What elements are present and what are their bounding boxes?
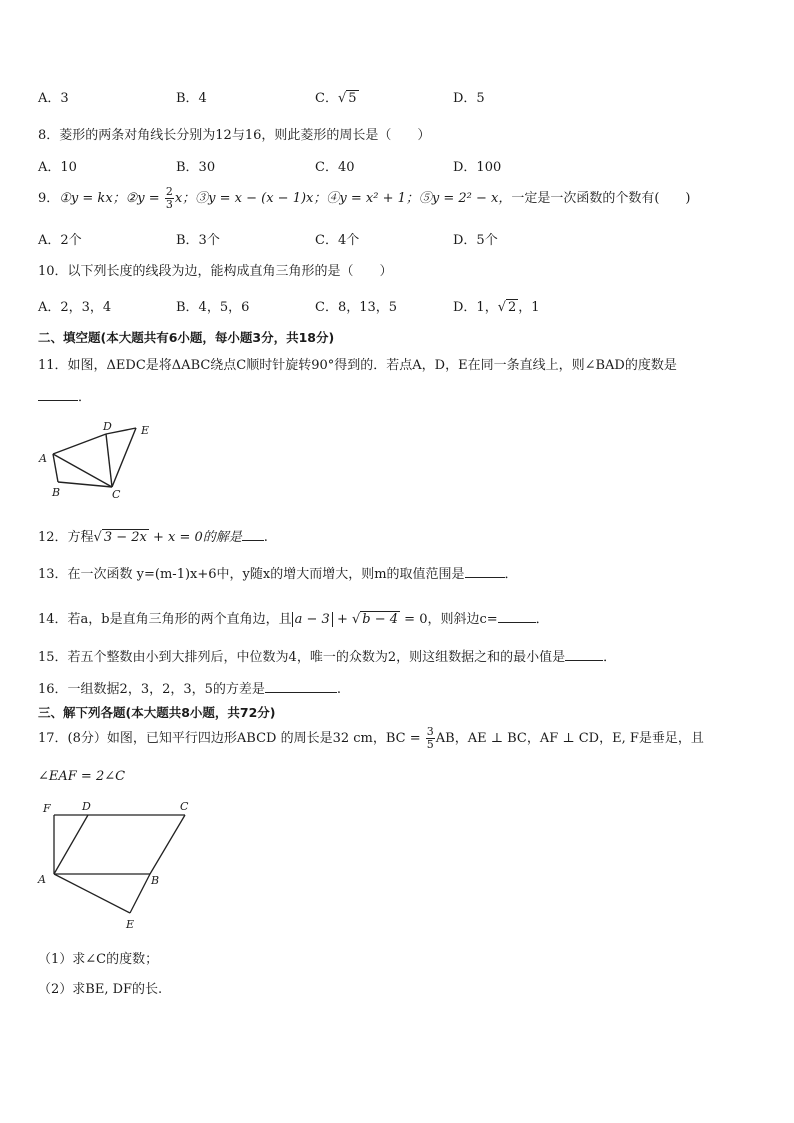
q11-label-b: B <box>52 486 61 499</box>
q17-label-f: F <box>43 802 51 815</box>
q7-option-b: B．4 <box>176 91 207 106</box>
q17-sub2: （2）求BE, DF的长. <box>38 982 163 997</box>
q11-label-a: A <box>39 452 47 465</box>
section-2-heading: 二、填空题(本大题共有6小题，每小题3分，共18分) <box>38 330 335 345</box>
q13-blank <box>465 565 505 578</box>
q17-label-e: E <box>126 918 135 931</box>
q14-blank <box>498 610 536 623</box>
q17-condition: ∠EAF = 2∠C <box>38 769 126 784</box>
section-3-heading: 三、解下列各题(本大题共8小题，共72分) <box>38 705 276 720</box>
q12-blank <box>242 528 264 541</box>
q11-blank <box>38 388 78 401</box>
q17-label-a: A <box>38 873 46 886</box>
q15-blank <box>565 648 603 661</box>
q9-option-d: D．5个 <box>453 233 498 248</box>
q11-label-e: E <box>141 424 150 437</box>
q17-stem: 17．(8分）如图，已知平行四边形ABCD 的周长是32 cm，BC = $\frac{3}{5}$ AB，AE ⊥ BC，AF ⊥ CD，E, F是垂足，且 <box>38 725 704 751</box>
q17-sub1: （1）求∠C的度数； <box>38 952 159 967</box>
q16-stem: 16．一组数据2，3，2，3，5的方差是 . <box>38 682 342 697</box>
q14-stem: 14．若a，b是直角三角形的两个直角边，且 a − 3 + √ b − 4 = 0，则斜边c= ． <box>38 612 549 627</box>
q17-label-d: D <box>82 800 91 813</box>
q7-option-d: D．5 <box>453 91 485 106</box>
q11-stem: 11．如图，ΔEDC是将ΔABC绕点C顺时针旋转90°得到的．若点A，D，E在同一条直线上，则∠BAD的度数是 <box>38 358 677 373</box>
q10-option-d: D．1，√ 2 ，1 <box>453 300 540 315</box>
q9-options <box>38 229 598 249</box>
q10-option-b: B．4，5，6 <box>176 300 250 315</box>
q10-stem: 10．以下列长度的线段为边，能构成直角三角形的是（ ） <box>38 264 393 279</box>
q15-stem: 15．若五个整数由小到大排列后，中位数为4，唯一的众数为2，则这组数据之和的最小值是 ． <box>38 650 617 665</box>
q16-blank <box>265 680 337 693</box>
q7-option-c: C．√ 5 <box>315 91 357 106</box>
q11-figure <box>30 418 160 508</box>
q8-option-a: A．10 <box>38 160 77 175</box>
q10-option-a: A．2，3，4 <box>38 300 112 315</box>
q9-option-c: C．4个 <box>315 233 360 248</box>
q17-label-c: C <box>180 800 189 813</box>
q10-option-c: C．8，13，5 <box>315 300 398 315</box>
q8-option-c: C．40 <box>315 160 355 175</box>
q17-label-b: B <box>151 874 160 887</box>
q13-stem: 13．在一次函数 y=(m-1)x+6中，y随x的增大而增大，则m的取值范围是 ． <box>38 567 518 582</box>
q11-label-d: D <box>103 420 112 433</box>
q11-answer-line: ． <box>38 386 91 405</box>
q8-options <box>38 156 598 176</box>
q9-option-b: B．3个 <box>176 233 220 248</box>
q10-options <box>38 296 598 316</box>
q9-stem: 9．①y = kx；②y = $\frac{2}{3}$ x；③y = x − (x − 1)x；④y = x² + 1；⑤y = 2² − x，一定是一次函数的个数有( ) <box>38 185 691 211</box>
q11-label-c: C <box>112 488 121 501</box>
q7-option-a: A．3 <box>38 91 69 106</box>
q17-figure <box>34 796 198 932</box>
q12-stem: 12．方程√ 3 − 2x + x = 0的解是 . <box>38 530 268 545</box>
q9-option-a: A．2个 <box>38 233 82 248</box>
q7-options <box>38 87 598 107</box>
q8-option-b: B．30 <box>176 160 216 175</box>
q8-stem: 8．菱形的两条对角线长分别为12与16，则此菱形的周长是（ ） <box>38 128 431 143</box>
q8-option-d: D．100 <box>453 160 502 175</box>
